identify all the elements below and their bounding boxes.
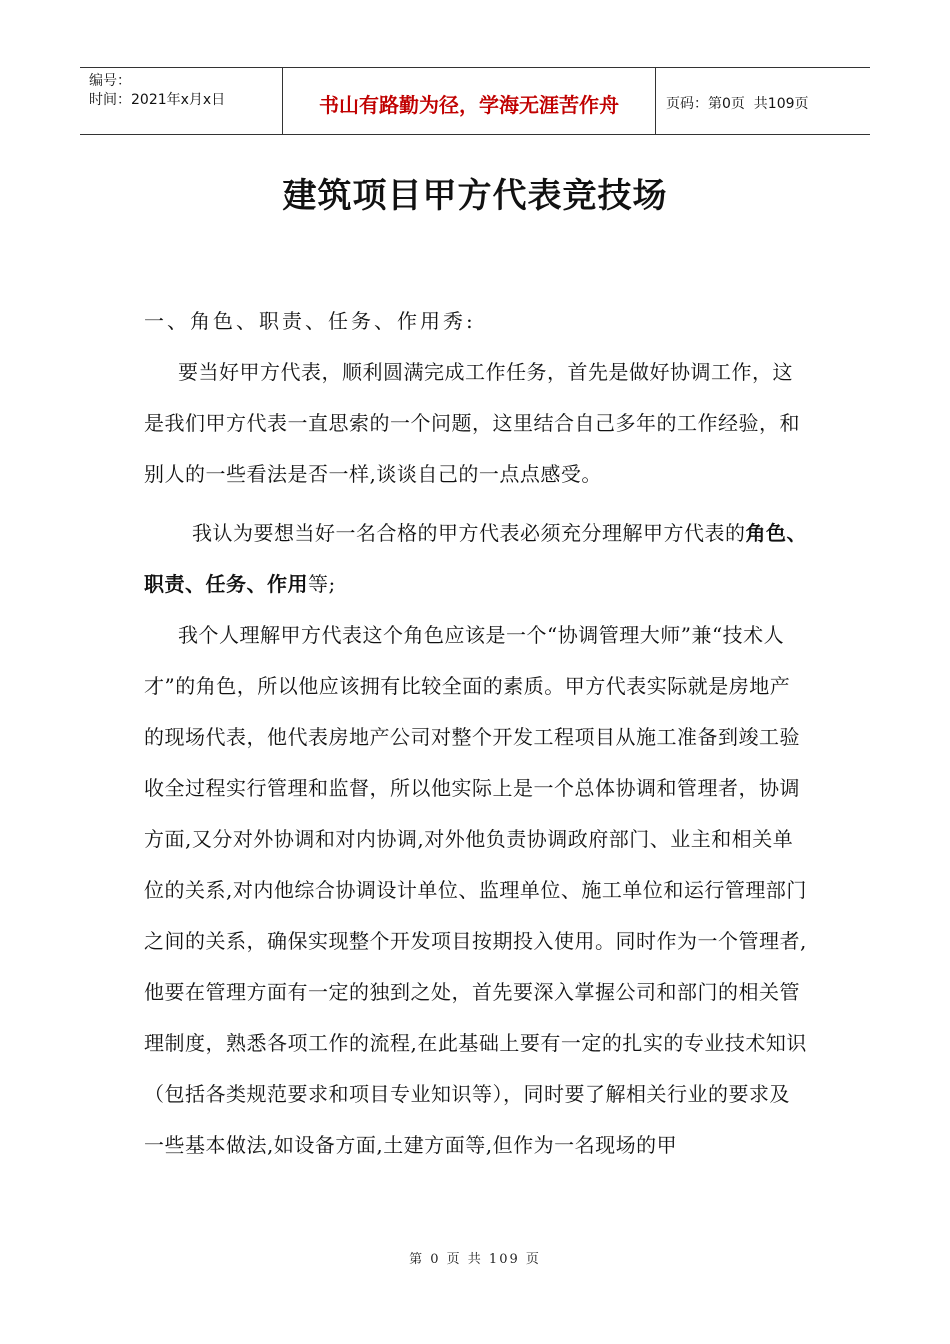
page-footer: 第 0 页 共 109 页: [409, 1252, 541, 1267]
page-info: 页码：第0页 共109页: [666, 96, 809, 112]
header-page-cell: [656, 68, 870, 134]
paragraph-3: 我个人理解甲方代表这个角色应该是一个“协调管理大师”兼“技术人才”的角色，所以他应该拥有比较全面的素质。甲方代表实际就是房地产的现场代表，他代表房地产公司对整个开发工程项目从施工准备到竣工验收全过程实行管理和监督，所以他实际上是一个总体协调和管理者，协调方面,又分对外协调和对内协调,对外他负责协调政府部门、业主和相关单位的关系,对内他综合协调设计单位、监理单位、施工单位和运行管理部门之间的关系，确保实现整个开发项目按期投入使用。同时作为一个管理者,他要在管理方面有一定的独到之处，首先要深入掌握公司和部门的相关管理制度，熟悉各项工作的流程,在此基础上要有一定的扎实的专业技术知识（包括各类规范要求和项目专业知识等），同时要了解相关行业的要求及一些基本做法,如设备方面,土建方面等,但作为一名现场的甲: [144, 623, 807, 1157]
document-title: 建筑项目甲方代表竞技场: [282, 176, 668, 216]
header-motto-cell: [282, 68, 656, 134]
paragraph-2-start: 我认为要想当好一名合格的甲方代表必须充分理解甲方代表的: [192, 521, 746, 545]
paragraph-2-end: 等;: [308, 572, 336, 596]
section-heading: 一、角色、职责、任务、作用秀:: [144, 309, 476, 333]
document-header: [80, 67, 870, 135]
motto-text: 书山有路勤为径，学海无涯苦作舟: [319, 92, 619, 117]
paragraph-2: [144, 508, 809, 610]
header-meta-cell: [80, 68, 282, 134]
number-label: 编号：: [89, 73, 131, 89]
paragraph-1: 要当好甲方代表，顺利圆满完成工作任务，首先是做好协调工作，这是我们甲方代表一直思索的一个问题，这里结合自己多年的工作经验，和别人的一些看法是否一样,谈谈自己的一点点感受。: [144, 360, 800, 486]
time-label: 时间：2021年x月x日: [89, 92, 226, 108]
paragraph-2-bold: 角色、职责、任务、作用: [144, 521, 807, 596]
